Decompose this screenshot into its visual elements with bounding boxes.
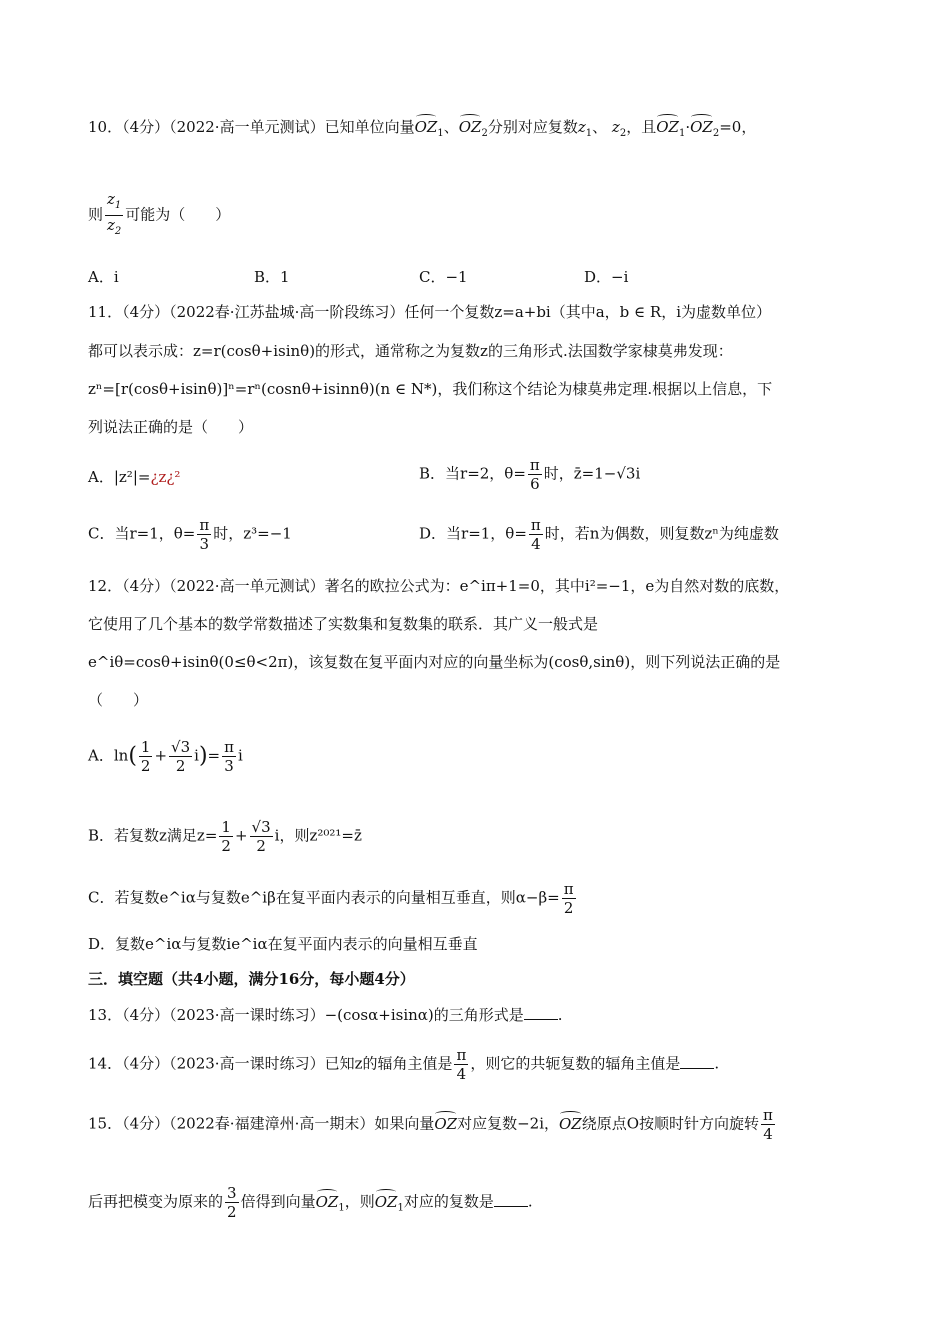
q11-a-red: ¿z¿² [150, 468, 181, 486]
q14-post: ，则它的共轭复数的辐角主值是 [470, 1054, 681, 1073]
q12-option-d: D．复数e^iα与复数ie^iα在复平面内表示的向量相互垂直 [88, 935, 478, 953]
q11-c-pre: C．当r=1，θ= [88, 524, 196, 543]
q15-l2-den: 2 [227, 1203, 237, 1221]
q10-line1: 10．（4分）（2022·高一单元测试）已知单位向量$OZ_1$、$OZ_2$分别对应复数$z_1$、 $z_2$，且$OZ_1\cdot OZ_2=0$， [88, 118, 757, 139]
q13-line [88, 1004, 563, 1026]
q10-comma: 、 [592, 118, 608, 136]
q15-blank[interactable] [494, 1192, 528, 1207]
q15-end: . [527, 1192, 533, 1211]
q14-end: . [714, 1054, 720, 1073]
q14-blank[interactable] [680, 1054, 714, 1069]
q13-blank[interactable] [524, 1005, 558, 1020]
q15-l2-mid2: ，则 [344, 1192, 375, 1211]
vector-oz1-b: OZ [656, 118, 679, 136]
q12-a-plus: + [154, 746, 168, 765]
q15-den: 4 [763, 1125, 773, 1143]
q12-line2: 它使用了几个基本的数学常数描述了实数集和复数集的联系．其广义一般式是 [88, 615, 599, 633]
q14-den: 4 [456, 1065, 467, 1083]
q11-d-post: 时，若n为偶数，则复数zⁿ为纯虚数 [544, 524, 779, 543]
q11-c-frac [197, 516, 211, 553]
q11-line4: 列说法正确的是（ ） [88, 418, 254, 436]
q12-option-c [88, 880, 578, 917]
q11-a-label: A． [88, 468, 114, 486]
q11-a-math: |z²|= [113, 468, 151, 486]
q12-line1: 12．（4分）（2022·高一单元测试）著名的欧拉公式为：e^iπ+1=0，其中i²=−1，e为自然对数的底数， [88, 577, 790, 595]
q11-c-num: π [199, 516, 210, 534]
q15-mid1: 对应复数−2i， [457, 1114, 559, 1133]
q12-b-post: i，则z²⁰²¹=z̄ [274, 826, 362, 845]
q14-pre: 14．（4分）（2023·高一课时练习）已知z的辐角主值是 [88, 1054, 453, 1073]
q12-b-plus: + [234, 826, 248, 845]
q10-then: 则 [88, 205, 104, 224]
q10-cond: ，且 [626, 118, 657, 136]
q12-b-pre: B．若复数z满足z= [88, 826, 218, 845]
q12-a-eq: = [207, 746, 221, 765]
q11-c-den: 3 [199, 535, 210, 553]
q14-num: π [456, 1046, 467, 1064]
q12-a-i: i [194, 746, 199, 765]
q12-a-num2: √3 [171, 738, 191, 756]
q11-option-c [88, 516, 292, 553]
q12-option-a: A．ln( $\frac{1}{2}$ + $\frac{√3}{2}$ i)= $\frac{\pi}{3}$ i [88, 738, 243, 775]
q10-sep: 、 [443, 118, 459, 136]
q10-z1: z [577, 118, 586, 136]
q12-a-pi: π [224, 738, 234, 756]
q15-line1 [88, 1106, 777, 1143]
q12-b-num1: 1 [221, 818, 231, 836]
q12-a-i2: i [237, 746, 243, 765]
q11-b-frac [528, 456, 542, 493]
q12-line4: （ ） [88, 691, 149, 709]
q15-pre: 15．（4分）（2022春·福建漳州·高一期末）如果向量 [88, 1114, 435, 1133]
q10-option-a: A．i [88, 268, 119, 286]
q15-l2-pre: 后再把模变为原来的 [88, 1192, 224, 1211]
q10-z2: z [611, 118, 620, 136]
vector-oz1-d: OZ [374, 1192, 398, 1211]
q10-eq: =0， [719, 118, 757, 136]
q11-line2: 都可以表示成：z=r(cosθ+isinθ)的形式，通常称之为复数z的三角形式.法国数学家棣莫弗发现： [88, 342, 733, 360]
vector-oz2-b: OZ [690, 118, 713, 136]
q11-d-num: π [530, 516, 541, 534]
q11-line1: 11．（4分）（2022春·江苏盐城·高一阶段练习）任何一个复数z=a+bi（其中a，b ∈ R，i为虚数单位） [88, 303, 772, 321]
q14-line [88, 1046, 719, 1083]
q12-a-three: 3 [224, 757, 234, 775]
q11-b-num: π [529, 456, 540, 474]
vector-oz-b: OZ [559, 1114, 582, 1133]
q12-b-den1: 2 [221, 837, 231, 855]
q15-l2-post: 对应的复数是 [403, 1192, 494, 1211]
q12-c-num: π [563, 880, 574, 898]
q10-line2 [88, 190, 230, 241]
q15-l2-num: 3 [227, 1184, 237, 1202]
q12-a-label: A． [88, 746, 114, 765]
q12-a-ln: ln [113, 746, 129, 765]
q10-ask: 可能为（ ） [125, 205, 231, 224]
q11-option-a [88, 466, 180, 488]
q12-c-den: 2 [563, 899, 574, 917]
q15-line2: 后再把模变为原来的 $\frac{3}{2}$ 倍得到向量$OZ_1$，则$OZ_1$对应的复数是 . [88, 1184, 533, 1221]
vector-oz1-c: OZ [315, 1192, 339, 1211]
q10-option-c: C．−1 [419, 268, 468, 286]
q15-l2-mid: 倍得到向量 [240, 1192, 316, 1211]
q12-b-den2: 2 [256, 837, 266, 855]
q10-fraction: $\frac{z_1}{z_2}$ [107, 190, 122, 237]
q11-option-d [419, 516, 779, 553]
q12-a-den2: 2 [175, 757, 186, 775]
q11-d-pre: D．当r=1，θ= [419, 524, 527, 543]
section-title: 三．填空题（共4小题，满分16分，每小题4分） [88, 970, 415, 988]
q12-line3: e^iθ=cosθ+isinθ(0≤θ<2π)，该复数在复平面内对应的向量坐标为(cosθ,sinθ)，则下列说法正确的是 [88, 653, 781, 671]
q11-b-post: 时，z̄=1−√3i [543, 464, 641, 483]
q12-a-den1: 2 [140, 757, 151, 775]
q10-mid: 分别对应复数 [487, 118, 578, 136]
q15-mid2: 绕原点O按顺时针方向旋转 [581, 1114, 760, 1133]
q11-option-b [419, 456, 640, 493]
q11-c-post: 时，z³=−1 [213, 524, 292, 543]
q11-b-den: 6 [530, 475, 540, 493]
q10-option-b: B．1 [254, 268, 290, 286]
q11-d-frac [529, 516, 543, 553]
q13-end: . [557, 1006, 563, 1024]
q10-option-d: D．−i [584, 268, 629, 286]
vector-oz2: OZ [458, 118, 482, 136]
q15-num: π [763, 1106, 773, 1124]
q11-b-pre: B．当r=2，θ= [419, 464, 526, 483]
q13-text: 13．（4分）（2023·高一课时练习）−(cosα+isinα)的三角形式是 [88, 1006, 524, 1024]
q12-c-pre: C．若复数e^iα与复数e^iβ在复平面内表示的向量相互垂直，则α−β= [88, 888, 560, 907]
q12-option-b [88, 818, 362, 855]
q11-d-den: 4 [531, 535, 541, 553]
q10-stem: 10．（4分）（2022·高一单元测试）已知单位向量 [88, 118, 415, 136]
vector-oz: OZ [434, 1114, 458, 1133]
q11-line3: zⁿ=[r(cosθ+isinθ)]ⁿ=rⁿ(cosnθ+isinnθ)(n ∈ N*)，我们称这个结论为棣莫弗定理.根据以上信息，下 [88, 380, 773, 398]
q12-a-num1: 1 [140, 738, 151, 756]
vector-oz1: OZ [414, 118, 438, 136]
q12-b-num2: √3 [251, 818, 271, 836]
